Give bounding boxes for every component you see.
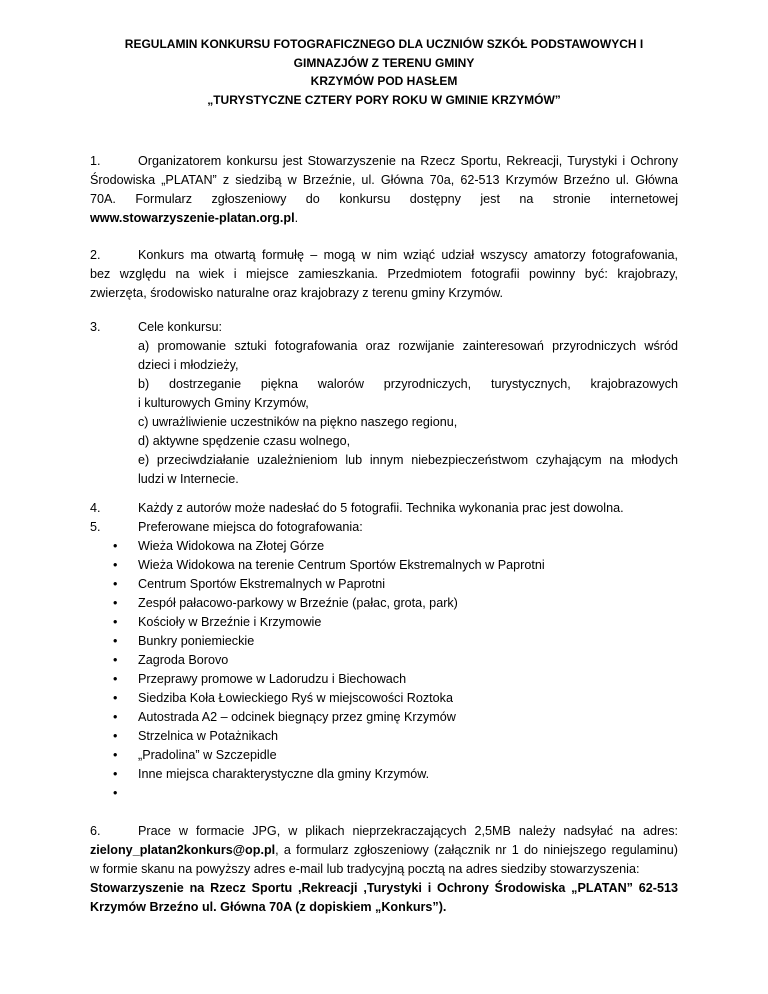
- section-3-number: 3.: [90, 320, 101, 334]
- place-list-item: [90, 708, 678, 727]
- bullet-icon: •: [113, 767, 118, 781]
- place-list-item: [90, 727, 678, 746]
- place-list-item: [90, 537, 678, 556]
- place-name: Strzelnica w Potażnikach: [138, 729, 278, 743]
- places-list: [90, 537, 678, 803]
- section-4-number: 4.: [90, 501, 101, 515]
- section-3-heading: Cele konkursu:: [138, 320, 222, 334]
- section-4-text: Każdy z autorów może nadesłać do 5 fotografii. Technika wykonania prac jest dowolna.: [138, 501, 624, 515]
- place-list-item: [90, 575, 678, 594]
- section-6-line-1: Prace w formacie JPG, w plikach nieprzekraczających 2,5MB należy nadsyłać na adres:: [138, 824, 678, 838]
- title-line-2: GIMNAZJÓW Z TERENU GMINY: [293, 55, 475, 70]
- bullet-icon: •: [113, 748, 118, 762]
- section-1-line-1: Organizatorem konkursu jest Stowarzyszenie na Rzecz Sportu, Rekreacji, Turystyki i Ochrony: [138, 154, 678, 168]
- section-2-line-1: Konkurs ma otwartą formułę – mogą w nim wziąć udział wszyscy amatorzy fotografowania,: [138, 248, 678, 262]
- bullet-icon: •: [113, 615, 118, 629]
- place-name: Siedziba Koła Łowieckiego Ryś w miejscowości Roztoka: [138, 691, 453, 705]
- place-name: Wieża Widokowa na Złotej Górze: [138, 539, 325, 553]
- email-address[interactable]: zielony_platan2konkurs@op.pl: [90, 843, 276, 857]
- place-name: Inne miejsca charakterystyczne dla gminy Krzymów.: [138, 767, 430, 781]
- section-2-number: 2.: [90, 248, 101, 262]
- bullet-icon: •: [113, 729, 118, 743]
- bullet-icon: •: [113, 786, 118, 800]
- section-1: 1. Organizatorem konkursu jest Stowarzyszenie na Rzecz Sportu, Rekreacji, Turystyki i Ochrony Środowiska „PLATAN” z siedzibą w Brzeźnie, ul. Główna 70a, 62-513 Krzymów Brzeźno ul. Główna 70A. Formularz zgłoszeniowy do konkursu dostępny jest na stronie internetowej www.stowarzyszenie-platan.org.pl.: [90, 154, 678, 225]
- goal-b-line-1: b) dostrzeganie piękna walorów przyrodniczych, turystycznych, krajobrazowych: [138, 377, 678, 391]
- place-name: Centrum Sportów Ekstremalnych w Paprotni: [138, 577, 386, 591]
- bullet-icon: •: [113, 577, 118, 591]
- place-name: Kościoły w Brzeźnie i Krzymowie: [138, 615, 322, 629]
- document-title: [0, 35, 768, 109]
- place-list-item: [90, 746, 678, 765]
- section-2: [90, 246, 678, 303]
- place-list-item: [90, 613, 678, 632]
- section-1-number: 1.: [90, 154, 101, 168]
- place-name: Bunkry poniemieckie: [138, 634, 255, 648]
- section-2-line-3: zwierzęta, środowisko naturalne oraz krajobrazy z terenu gminy Krzymów.: [90, 286, 503, 300]
- postal-address-line-1: Stowarzyszenie na Rzecz Sportu ,Rekreacji ,Turystyki i Ochrony Środowiska „PLATAN” 62-513: [90, 881, 678, 895]
- section-4: [90, 499, 678, 518]
- section-2-line-2: bez względu na wiek i miejsce zamieszkania. Przedmiotem fotografii powinny być: krajobrazy,: [90, 267, 678, 281]
- bullet-icon: •: [113, 653, 118, 667]
- section-6-line-3: w formie skanu na powyższy adres e-mail lub tradycyjną pocztą na adres siedziby stowarzyszenia:: [90, 862, 640, 876]
- section-5: [90, 518, 678, 537]
- bullet-icon: •: [113, 691, 118, 705]
- section-3: [90, 318, 678, 489]
- goal-d: d) aktywne spędzenie czasu wolnego,: [138, 434, 351, 448]
- section-6: [90, 822, 678, 917]
- bullet-icon: •: [113, 710, 118, 724]
- bullet-icon: •: [113, 672, 118, 686]
- place-name: Zespół pałacowo-parkowy w Brzeźnie (pałac, grota, park): [138, 596, 458, 610]
- section-5-number: 5.: [90, 520, 101, 534]
- goal-e-line-1: e) przeciwdziałanie uzależnieniom lub innym niebezpieczeństwom czyhającym na młodych: [138, 453, 678, 467]
- website-link[interactable]: www.stowarzyszenie-platan.org.pl: [90, 211, 295, 225]
- bullet-icon: •: [113, 596, 118, 610]
- place-list-item: [90, 784, 678, 803]
- place-name: Zagroda Borovo: [138, 653, 229, 667]
- place-list-item: [90, 689, 678, 708]
- place-list-item: [90, 765, 678, 784]
- section-1-line-2: Środowiska „PLATAN” z siedzibą w Brzeźnie, ul. Główna 70a, 62-513 Krzymów Brzeźno ul. Główna: [90, 173, 678, 187]
- place-name: Wieża Widokowa na terenie Centrum Sportów Ekstremalnych w Paprotni: [138, 558, 545, 572]
- section-6-number: 6.: [90, 824, 101, 838]
- goals-list: [90, 337, 678, 489]
- bullet-icon: •: [113, 539, 118, 553]
- section-6-line-2: , a formularz zgłoszeniowy (załącznik nr 1 do niniejszego regulaminu): [275, 843, 678, 857]
- place-list-item: [90, 594, 678, 613]
- title-line-3: KRZYMÓW POD HASŁEM: [310, 74, 458, 88]
- goal-a-line-1: a) promowanie sztuki fotografowania oraz rozwijanie zainteresowań przyrodniczych wśród: [138, 339, 678, 353]
- place-name: „Pradolina” w Szczepidle: [138, 748, 277, 762]
- title-line-1: REGULAMIN KONKURSU FOTOGRAFICZNEGO DLA UCZNIÓW SZKÓŁ PODSTAWOWYCH I: [124, 37, 644, 51]
- place-name: Autostrada A2 – odcinek biegnący przez gminę Krzymów: [138, 710, 456, 724]
- section-5-text: Preferowane miejsca do fotografowania:: [138, 520, 363, 534]
- place-list-item: [90, 556, 678, 575]
- place-name: Przeprawy promowe w Ladorudzu i Biechowach: [138, 672, 407, 686]
- place-list-item: [90, 651, 678, 670]
- title-line-4: „TURYSTYCZNE CZTERY PORY ROKU W GMINIE KRZYMÓW”: [207, 92, 561, 107]
- section-4-5: [90, 499, 678, 803]
- bullet-icon: •: [113, 634, 118, 648]
- goal-e-line-2: ludzi w Internecie.: [138, 472, 239, 486]
- bullet-icon: •: [113, 558, 118, 572]
- section-1-line-3: 70A. Formularz zgłoszeniowy do konkursu dostępny jest na stronie internetowej: [90, 192, 678, 206]
- goal-b-line-2: i kulturowych Gminy Krzymów,: [138, 396, 309, 410]
- goal-a-line-2: dzieci i młodzieży,: [138, 358, 239, 372]
- postal-address-line-2: Krzymów Brzeźno ul. Główna 70A (z dopiskiem „Konkurs”).: [90, 900, 447, 914]
- place-list-item: [90, 670, 678, 689]
- place-list-item: [90, 632, 678, 651]
- goal-c: c) uwrażliwienie uczestników na piękno naszego regionu,: [138, 415, 458, 429]
